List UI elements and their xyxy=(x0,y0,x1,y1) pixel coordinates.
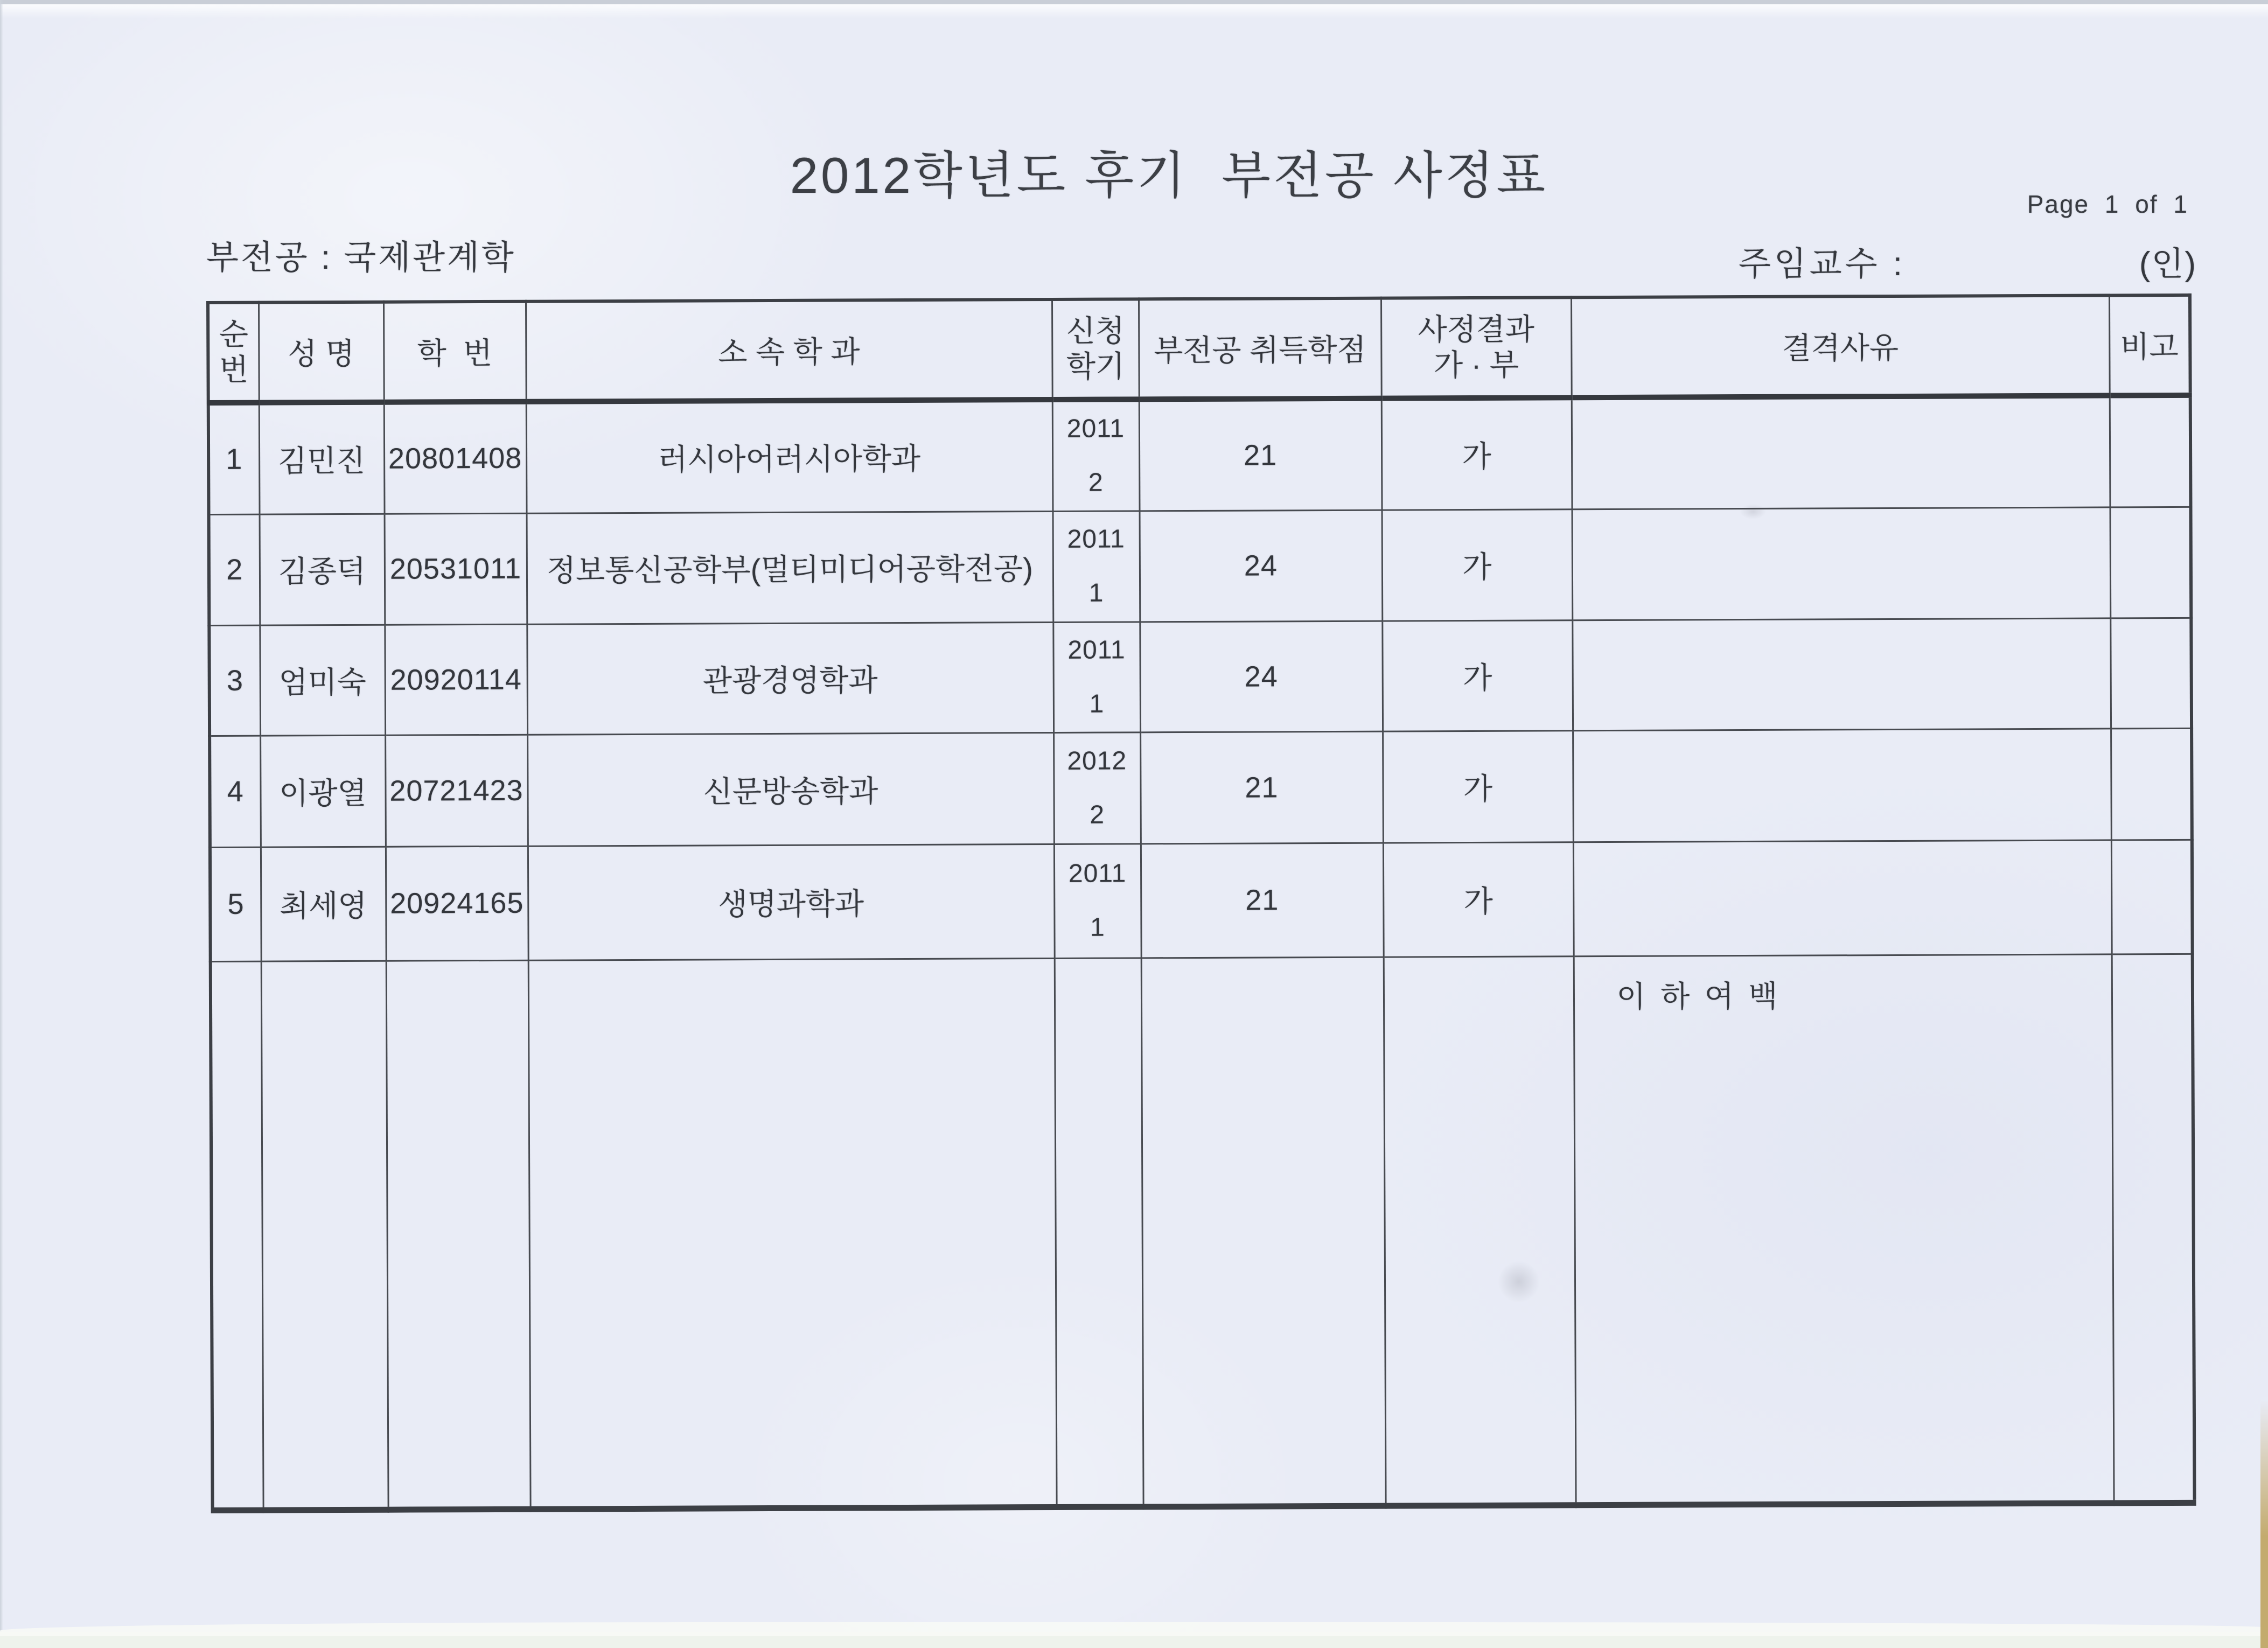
scan-top-edge xyxy=(0,0,2268,4)
cell-no: 2 xyxy=(209,514,260,625)
cell-student-id: 20920114 xyxy=(385,624,527,735)
cell-semester-empty xyxy=(1055,958,1143,1507)
col-header-student-id: 학 번 xyxy=(383,302,526,402)
cell-credits: 24 xyxy=(1140,510,1383,622)
cell-note-empty xyxy=(2112,954,2195,1503)
cell-note xyxy=(2110,618,2192,729)
cell-no: 3 xyxy=(209,625,260,736)
cell-reason xyxy=(1572,395,2110,509)
cell-credits: 21 xyxy=(1140,731,1383,844)
cell-note xyxy=(2111,728,2192,840)
header-row xyxy=(208,295,2190,403)
cell-credits: 24 xyxy=(1140,621,1383,732)
col-header-result: 사정결과 가 · 부 xyxy=(1381,297,1572,398)
cell-student-id: 20924165 xyxy=(386,846,528,961)
cell-note xyxy=(2110,507,2191,618)
cell-result: 가 xyxy=(1382,620,1573,731)
cell-name: 김민진 xyxy=(259,402,385,514)
cell-student-id-empty xyxy=(386,960,531,1510)
cell-result: 가 xyxy=(1383,730,1573,842)
page-title: 2012학년도 후기 부전공 사정표 xyxy=(790,147,1548,204)
cell-name: 김종덕 xyxy=(260,514,385,625)
cell-reason xyxy=(1572,507,2111,620)
col-header-department: 소 속 학 과 xyxy=(526,299,1052,402)
cell-name: 이광열 xyxy=(260,735,386,847)
col-header-reason: 결격사유 xyxy=(1571,295,2110,397)
cell-department: 정보통신공학부(멀티미디어공학전공) xyxy=(527,511,1053,624)
cell-semester: 2011 1 xyxy=(1053,622,1140,732)
cell-student-id: 20721423 xyxy=(385,735,528,847)
cell-no: 5 xyxy=(210,847,261,961)
cell-reason xyxy=(1572,618,2111,730)
cell-note xyxy=(2111,840,2193,954)
seal-placeholder: (인) xyxy=(2139,246,2197,283)
cell-credits: 21 xyxy=(1141,843,1384,958)
table-row xyxy=(210,840,2193,961)
cell-result-empty xyxy=(1384,956,1576,1506)
cell-semester: 2011 1 xyxy=(1053,511,1140,622)
cell-credits: 21 xyxy=(1139,399,1382,511)
cell-semester: 2011 1 xyxy=(1054,843,1141,958)
col-header-name: 성 명 xyxy=(259,302,384,403)
cell-name: 엄미숙 xyxy=(260,625,385,736)
paper-bottom-edge xyxy=(0,1622,2268,1636)
cell-credits-empty xyxy=(1141,957,1386,1507)
cell-no: 4 xyxy=(210,736,261,847)
scan-right-edge xyxy=(2260,1400,2268,1648)
table-row xyxy=(209,618,2192,736)
col-header-semester: 신청 학기 xyxy=(1052,299,1139,400)
cell-department: 관광경영학과 xyxy=(527,622,1053,735)
cell-student-id: 20531011 xyxy=(385,513,527,625)
col-header-credits: 부전공 취득학점 xyxy=(1139,298,1381,400)
cell-department: 생명과학과 xyxy=(528,844,1055,960)
cell-result: 가 xyxy=(1381,397,1572,509)
col-header-no: 순 번 xyxy=(208,303,259,403)
cell-reason xyxy=(1573,840,2112,956)
cell-reason xyxy=(1573,728,2111,842)
cell-result: 가 xyxy=(1382,509,1573,620)
cell-department: 러시아어러시아학과 xyxy=(526,400,1053,513)
cell-result: 가 xyxy=(1383,842,1574,956)
nothing-follows-note: 이 하 여 백 xyxy=(1574,954,2114,1505)
scan-left-edge xyxy=(0,0,3,1648)
minor-subject-label: 부전공 : 국제관계학 xyxy=(206,239,516,276)
table-row xyxy=(210,728,2192,847)
table-row xyxy=(208,395,2191,514)
cell-department: 신문방송학과 xyxy=(527,732,1054,846)
cell-note xyxy=(2110,395,2191,507)
cell-name: 최세영 xyxy=(261,847,386,961)
page-number-label: Page 1 of 1 xyxy=(2027,190,2188,218)
assessment-table xyxy=(206,294,2196,1513)
empty-filler-row xyxy=(211,954,2195,1511)
cell-semester: 2012 2 xyxy=(1053,732,1141,844)
cell-student-id: 20801408 xyxy=(384,402,527,514)
cell-no-empty xyxy=(211,961,263,1511)
table-row xyxy=(209,507,2192,625)
cell-semester: 2011 2 xyxy=(1052,399,1140,511)
head-professor-label: 주임교수 : xyxy=(1739,246,1906,283)
col-header-note: 비고 xyxy=(2109,295,2190,396)
cell-no: 1 xyxy=(208,403,260,514)
cell-name-empty xyxy=(261,961,388,1510)
cell-department-empty xyxy=(528,958,1057,1509)
paper-top-highlight xyxy=(0,4,2268,18)
